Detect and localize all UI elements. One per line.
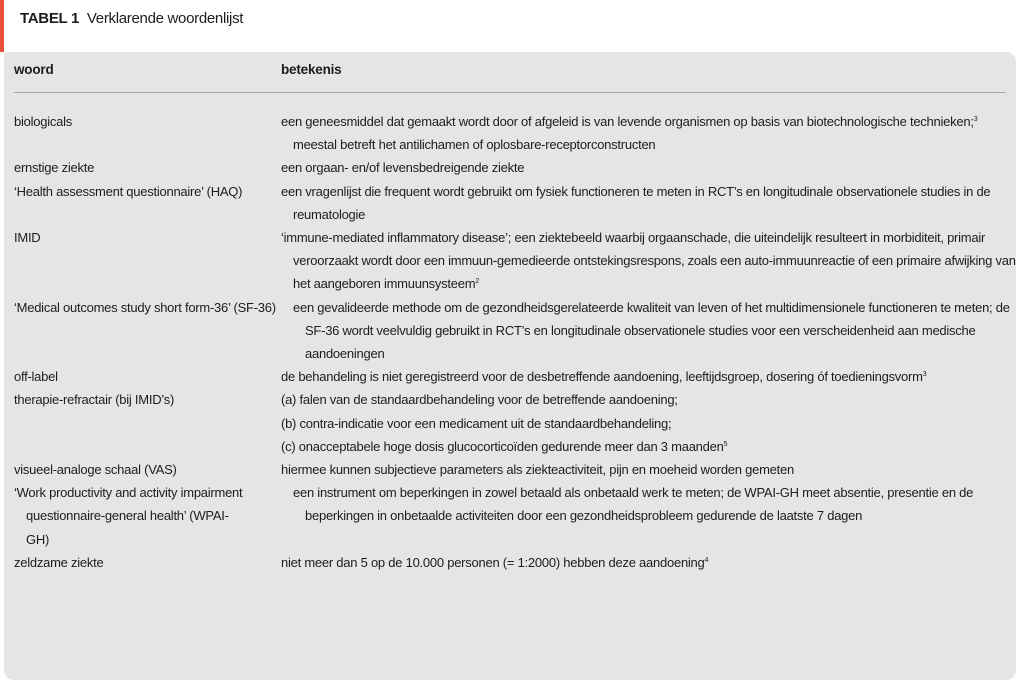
footnote-ref: 2 [475, 278, 479, 286]
term-cell [14, 458, 281, 481]
definition: een instrument om beperkingen in zowel betaald als onbetaald werk te meten; de WPAI-GH meet absentie, presentie en de beperkingen in onbetaalde activiteiten door een gezondheidsprobleem gedurende de laatste 7 dagen [293, 485, 974, 524]
definition-cell [293, 481, 1024, 551]
term: therapie-refractair (bij IMID’s) [14, 392, 175, 408]
table-row [14, 226, 1016, 296]
term-cell [14, 296, 281, 366]
term: biologicals [14, 114, 72, 129]
definition-cell [281, 458, 1016, 481]
table-row [14, 458, 1004, 481]
glossary-table [4, 52, 1016, 680]
table-row [14, 481, 1004, 551]
table-row [14, 388, 1004, 458]
term: off-label [14, 369, 58, 385]
table-row [14, 156, 1004, 179]
table-title-text: Verklarende woordenlijst [86, 10, 244, 27]
definition: hiermee kunnen subjectieve parameters als ziekteactiviteit, pijn en moeheid worden gemeten [281, 462, 794, 478]
table-number: TABEL 1 [20, 10, 80, 27]
term: IMID [14, 230, 41, 246]
definition-cell [281, 365, 1016, 388]
footnote-ref: 5 [723, 440, 728, 448]
term: visueel-analoge schaal (VAS) [14, 462, 177, 478]
definition: een orgaan- en/of levensbedreigende ziekte [281, 160, 525, 176]
term-cell [14, 110, 281, 156]
footnote-ref: 3 [973, 116, 978, 123]
criterion-b: (b) contra-indicatie voor een medicament uit de standaardbehandeling; [281, 415, 672, 431]
table-row [14, 551, 1004, 574]
term: ernstige ziekte [14, 160, 95, 176]
definition-cell [281, 226, 1016, 296]
term-cell [14, 481, 246, 551]
term: zeldzame ziekte [14, 554, 104, 570]
definition: niet meer dan 5 op de 10.000 personen (= 1:2000) hebben deze aandoening [281, 554, 705, 570]
definition: een geneesmiddel dat gemaakt wordt door of afgeleid is van levende organismen op basis van biotechnologische technieken; [281, 114, 974, 129]
definition-cell [281, 180, 1016, 226]
table-title [20, 10, 243, 27]
term: ‘Work productivity and activity impairment questionnaire-general health’ (WPAI-GH) [14, 485, 243, 547]
term-cell [14, 365, 281, 388]
table-header [14, 52, 1006, 93]
term-cell [14, 180, 281, 226]
term: ‘Medical outcomes study short form-36’ (SF-36) [14, 299, 276, 315]
term-cell [14, 226, 281, 296]
criterion-c: (c) onacceptabele hoge dosis glucocorticoïden gedurende meer dan 3 maanden [281, 438, 724, 454]
column-header-woord: woord [14, 62, 54, 77]
table-caption [0, 0, 1024, 52]
term-cell [14, 156, 281, 179]
column-header-betekenis: betekenis [281, 62, 342, 77]
definition-cell [281, 110, 1016, 156]
term-cell [14, 551, 281, 574]
criterion-a: (a) falen van de standaardbehandeling voor de betreffende aandoening; [281, 392, 678, 408]
definition-continued: meestal betreft het antilichamen of oplosbare-receptorconstructen [293, 137, 656, 153]
table-row [14, 110, 1004, 156]
definition: een vragenlijst die frequent wordt gebruikt om fysiek functioneren te meten in RCT’s en longitudinale observationele studies in de reumatologie [281, 183, 991, 222]
definition: de behandeling is niet geregistreerd voor de desbetreffende aandoening, leeftijdsgroep, dosering óf toedieningsvorm [281, 369, 923, 385]
footnote-ref: 4 [704, 556, 709, 564]
definition-cell [281, 551, 1016, 574]
term: ‘Health assessment questionnaire’ (HAQ) [14, 183, 243, 199]
table-row [14, 180, 1004, 226]
table-row [14, 296, 1010, 366]
definition-cell [281, 388, 1004, 458]
term-cell [14, 388, 281, 458]
definition-cell [293, 296, 1024, 366]
table-body [14, 110, 1016, 574]
table-row [14, 365, 1004, 388]
footnote-ref: 3 [922, 371, 927, 379]
accent-bar [0, 0, 4, 52]
definition: ‘immune-mediated inflammatory disease’; een ziektebeeld waarbij orgaanschade, die uiteindelijk resulteert in morbiditeit, primair veroorzaakt wordt door een immuun-gemedieerde ontstekingsrespons, zoals een auto-immuunreactie of een primaire afwijking van het aangeboren immuunsysteem [281, 230, 1016, 292]
criterion-c-wrap [281, 435, 1004, 458]
definition: een gevalideerde methode om de gezondheidsgerelateerde kwaliteit van leven of het multidimensionele functioneren te meten; de SF-36 wordt veelvuldig gebruikt in RCT’s en longitudinale observationele studies voor een verscheidenheid aan medische aandoeningen [293, 299, 1010, 362]
definition-cell [281, 156, 1016, 179]
